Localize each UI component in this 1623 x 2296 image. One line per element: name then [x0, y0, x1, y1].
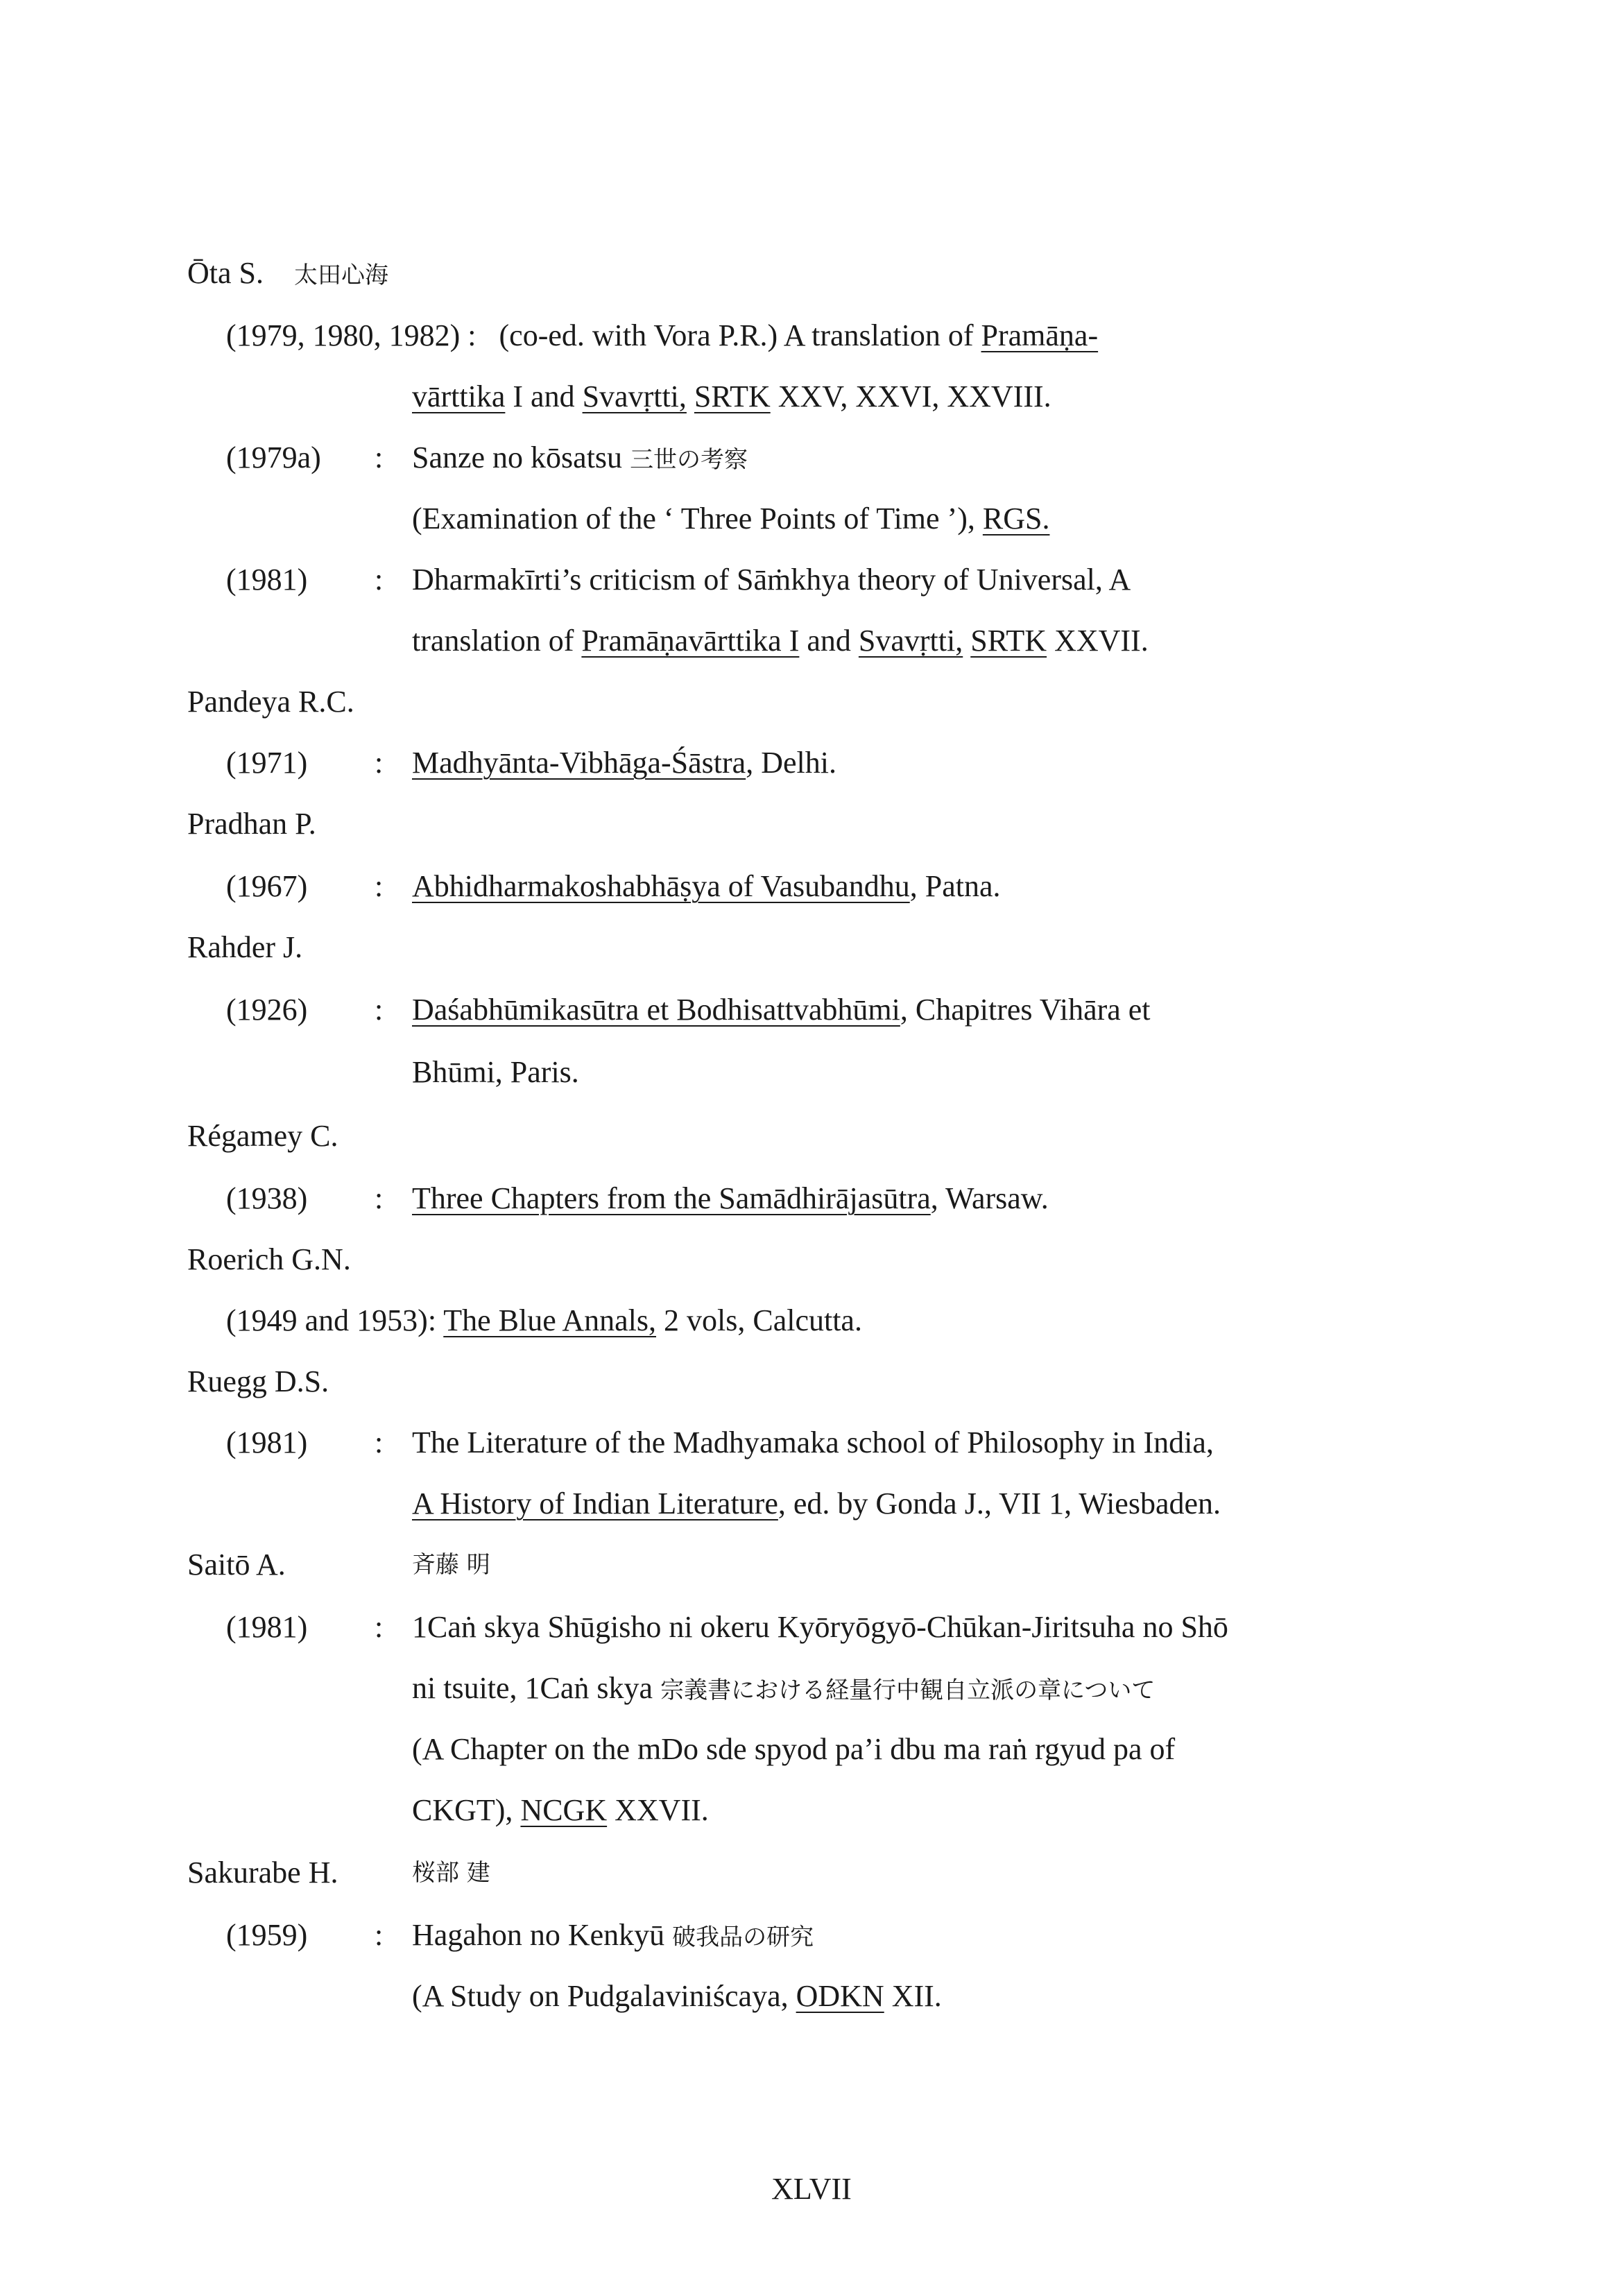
- entry-ota-1979a-line1: Sanze no kōsatsu 三世の考察: [412, 440, 748, 474]
- colon: :: [375, 1918, 384, 1952]
- entry-ota-1979a-line2: (Examination of the ‘ Three Points of Time ’), RGS.: [412, 502, 1050, 536]
- entry-ota-1979a-year: (1979a): [226, 440, 321, 474]
- entry-saito-line3: (A Chapter on the mDo sde spyod pa’i dbu ma raṅ rgyud pa of: [412, 1732, 1176, 1766]
- entry-rahder-year: (1926): [226, 993, 308, 1027]
- colon: :: [375, 1425, 384, 1459]
- author-ruegg: Ruegg D.S.: [187, 1364, 329, 1398]
- entry-rahder-line2: Bhūmi, Paris.: [412, 1055, 579, 1089]
- author-ota: Ōta S. 太田心海: [187, 256, 388, 290]
- author-ota-japanese: 太田心海: [294, 262, 388, 289]
- entry-ota-1979: (1979, 1980, 1982) : (co-ed. with Vora P.R.) A translation of Pramāṇa-: [226, 318, 1099, 352]
- colon: :: [375, 1610, 384, 1644]
- colon: :: [375, 1181, 384, 1215]
- author-regamey: Régamey C.: [187, 1119, 338, 1153]
- colon: :: [375, 993, 384, 1027]
- colon: :: [375, 563, 384, 597]
- entry-ruegg-line2: A History of Indian Literature, ed. by Gonda J., VII 1, Wiesbaden.: [412, 1487, 1221, 1520]
- author-saito: Saitō A.: [187, 1548, 286, 1582]
- entry-ota-1979-line2: vārttika I and Svavṛtti, SRTK XXV, XXVI, XXVIII.: [412, 379, 1051, 413]
- entry-rahder-title: Daśabhūmikasūtra et Bodhisattvabhūmi, Chapitres Vihāra et: [412, 993, 1151, 1027]
- colon: :: [375, 746, 384, 780]
- entry-regamey-year: (1938): [226, 1181, 308, 1215]
- author-sakurabe: Sakurabe H.: [187, 1856, 338, 1890]
- entry-ota-1981-year: (1981): [226, 563, 308, 597]
- author-pradhan: Pradhan P.: [187, 807, 316, 841]
- page-number: XLVII: [771, 2172, 852, 2206]
- entry-sakurabe-year: (1959): [226, 1918, 308, 1952]
- entry-pradhan-year: (1967): [226, 869, 308, 903]
- colon: :: [375, 869, 384, 903]
- entry-ota-1981-line1: Dharmakīrti’s criticism of Sāṁkhya theory of Universal, A: [412, 563, 1131, 597]
- entry-regamey-title: Three Chapters from the Samādhirājasūtra, Warsaw.: [412, 1181, 1049, 1215]
- entry-pandeya-year: (1971): [226, 746, 308, 780]
- entry-saito-year: (1981): [226, 1610, 308, 1644]
- entry-pradhan-title: Abhidharmakoshabhāṣya of Vasubandhu, Patna.: [412, 869, 1001, 903]
- entry-saito-line1: 1Caṅ skya Shūgisho ni okeru Kyōryōgyō-Chūkan-Jiritsuha no Shō: [412, 1610, 1228, 1644]
- entry-roerich: (1949 and 1953): The Blue Annals, 2 vols, Calcutta.: [226, 1303, 862, 1337]
- author-roerich: Roerich G.N.: [187, 1242, 351, 1276]
- entry-sakurabe-line2: (A Study on Pudgalaviniścaya, ODKN XII.: [412, 1979, 942, 2013]
- author-pandeya: Pandeya R.C.: [187, 685, 354, 719]
- author-saito-japanese: 斉藤 明: [412, 1551, 490, 1579]
- entry-ruegg-year: (1981): [226, 1425, 308, 1459]
- author-sakurabe-japanese: 桜部 建: [412, 1859, 490, 1887]
- colon: :: [375, 440, 384, 474]
- author-rahder: Rahder J.: [187, 930, 303, 964]
- entry-saito-line4: CKGT), NCGK XXVII.: [412, 1793, 709, 1827]
- entry-sakurabe-line1: Hagahon no Kenkyū 破我品の研究: [412, 1918, 814, 1952]
- entry-ota-1981-line2: translation of Pramāṇavārttika I and Svavṛtti, SRTK XXVII.: [412, 624, 1149, 658]
- entry-ruegg-line1: The Literature of the Madhyamaka school of Philosophy in India,: [412, 1425, 1214, 1459]
- entry-saito-line2: ni tsuite, 1Caṅ skya 宗義書における経量行中観自立派の章について: [412, 1671, 1156, 1705]
- entry-pandeya-title: Madhyānta-Vibhāga-Śāstra, Delhi.: [412, 746, 836, 780]
